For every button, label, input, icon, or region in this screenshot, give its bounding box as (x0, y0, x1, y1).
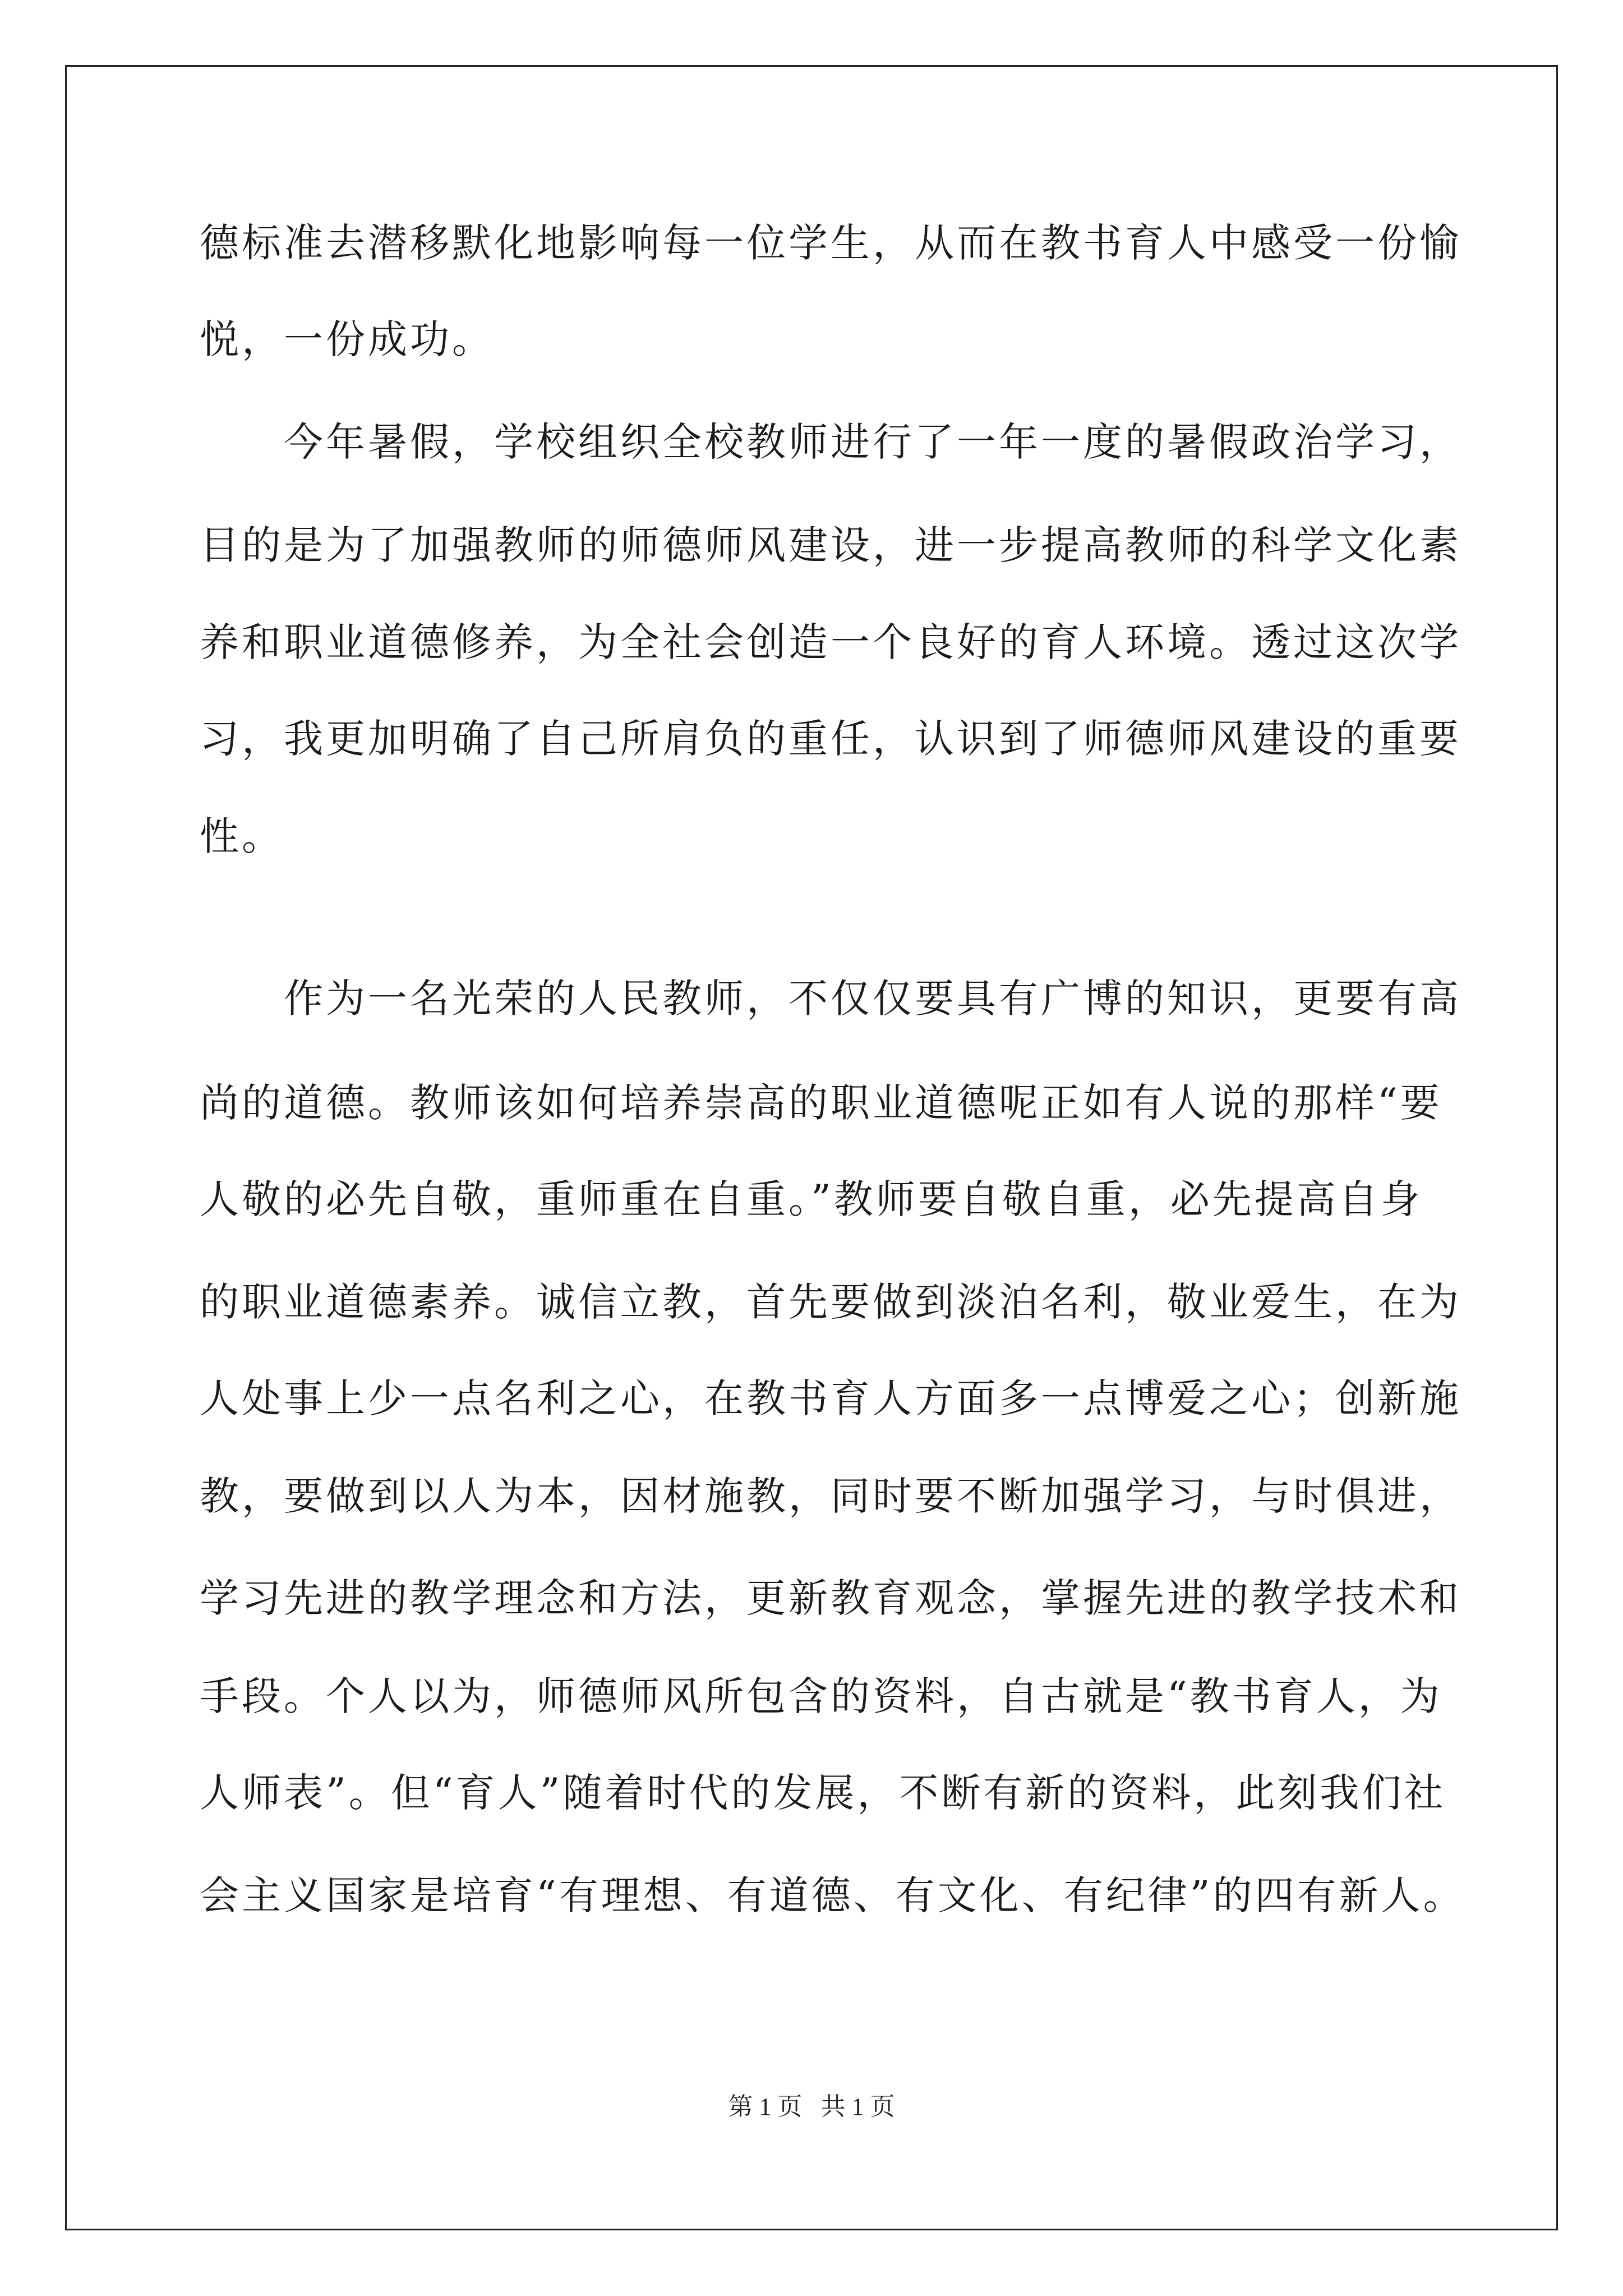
body-text-line: 悦，一份成功。 (200, 316, 494, 362)
body-text-line: 德标准去潜移默化地影响每一位学生，从而在教书育人中感受一份愉 (200, 220, 1461, 266)
body-text-line: 性。 (200, 813, 284, 859)
page-number-footer: 第 1 页 共 1 页 (728, 2093, 895, 2120)
body-text-line: 教，要做到以人为本，因材施教，同时要不断加强学习，与时俱进， (200, 1473, 1461, 1519)
body-text-line: 的职业道德素养。诚信立教，首先要做到淡泊名利，敬业爱生，在为 (200, 1279, 1461, 1325)
body-text-line: 人敬的必先自敬，重师重在自重。”教师要自敬自重，必先提高自身 (200, 1176, 1423, 1222)
body-text-line: 手段。个人以为，师德师风所包含的资料，自古就是“教书育人，为 (200, 1673, 1442, 1719)
body-text-line: 习，我更加明确了自己所肩负的重任，认识到了师德师风建设的重要 (200, 716, 1461, 762)
body-text-line: 今年暑假，学校组织全校教师进行了一年一度的暑假政治学习， (200, 419, 1461, 465)
body-text-line: 目的是为了加强教师的师德师风建设，进一步提高教师的科学文化素 (200, 522, 1461, 568)
body-text-line: 作为一名光荣的人民教师，不仅仅要具有广博的知识，更要有高 (200, 976, 1461, 1022)
body-text-line: 人处事上少一点名利之心，在教书育人方面多一点博爱之心；创新施 (200, 1375, 1461, 1421)
body-text-line: 尚的道德。教师该如何培养崇高的职业道德呢正如有人说的那样“要 (200, 1080, 1442, 1126)
body-text-line: 人师表”。但“育人”随着时代的发展，不断有新的资料，此刻我们社 (200, 1770, 1446, 1816)
body-text-line: 会主义国家是培育“有理想、有道德、有文化、有纪律”的四有新人。 (200, 1872, 1465, 1918)
body-text-line: 学习先进的教学理念和方法，更新教育观念，掌握先进的教学技术和 (200, 1575, 1461, 1621)
body-text-line: 养和职业道德修养，为全社会创造一个良好的育人环境。透过这次学 (200, 619, 1461, 665)
